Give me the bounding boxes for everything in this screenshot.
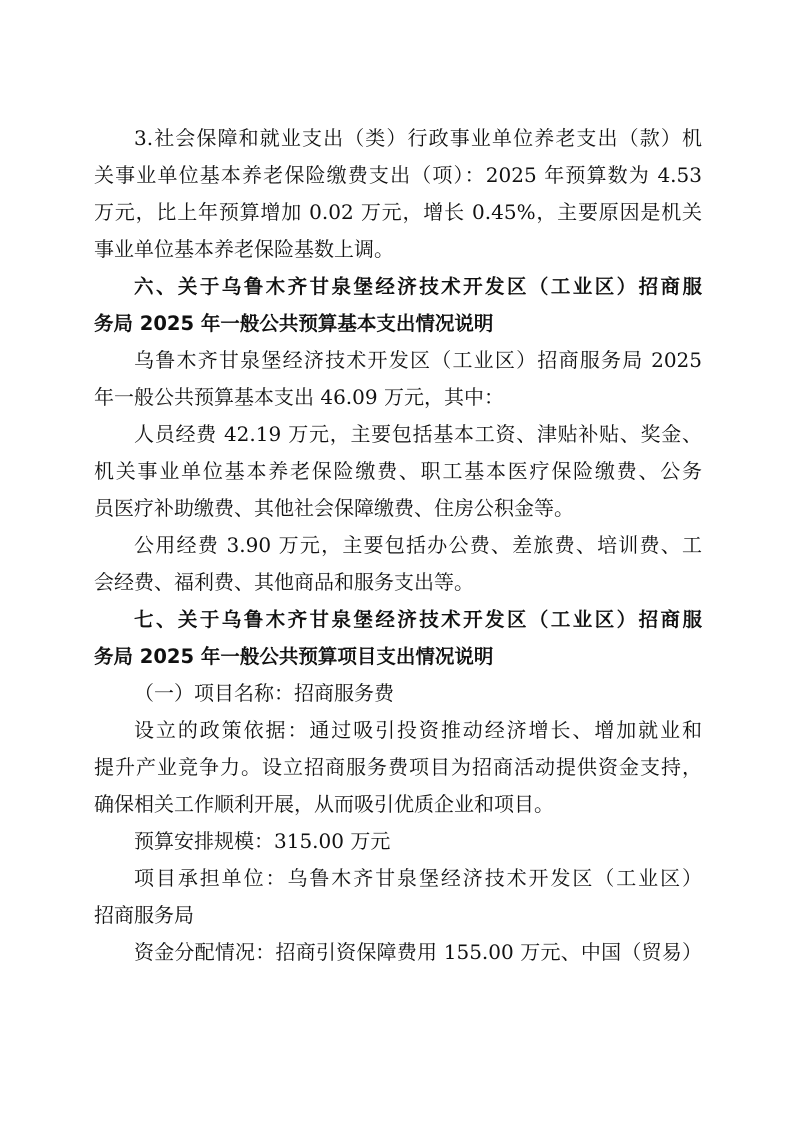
paragraph-line: 员医疗补助缴费、其他社会保障缴费、住房公积金等。: [94, 496, 574, 520]
paragraph-line: 公用经费 3.90 万元，主要包括办公费、差旅费、培训费、工: [134, 533, 702, 557]
section-heading-six: 六、关于乌鲁木齐甘泉堡经济技术开发区（工业区）招商服: [134, 275, 702, 298]
subsection-heading: （一）项目名称：招商服务费: [134, 681, 394, 705]
paragraph-line: 人员经费 42.19 万元，主要包括基本工资、津贴补贴、奖金、: [134, 422, 702, 446]
section-heading-seven: 七、关于乌鲁木齐甘泉堡经济技术开发区（工业区）招商服: [134, 608, 702, 631]
paragraph-line: 机关事业单位基本养老保险缴费、职工基本医疗保险缴费、公务: [94, 459, 702, 483]
section-heading-six-cont: 务局 2025 年一般公共预算基本支出情况说明: [94, 312, 494, 335]
paragraph-line: 万元，比上年预算增加 0.02 万元，增长 0.45%，主要原因是机关: [94, 200, 702, 224]
document-body: [94, 120, 702, 971]
paragraph-line: 招商服务局: [94, 903, 194, 927]
paragraph-line: 乌鲁木齐甘泉堡经济技术开发区（工业区）招商服务局 2025: [134, 348, 702, 372]
paragraph-line: 项目承担单位：乌鲁木齐甘泉堡经济技术开发区（工业区）: [134, 866, 702, 890]
paragraph-line: 提升产业竞争力。设立招商服务费项目为招商活动提供资金支持，: [94, 755, 702, 779]
paragraph-line: 事业单位基本养老保险基数上调。: [94, 237, 394, 261]
paragraph-line: 设立的政策依据：通过吸引投资推动经济增长、增加就业和: [134, 718, 702, 742]
section-heading-seven-cont: 务局 2025 年一般公共预算项目支出情况说明: [94, 645, 494, 668]
paragraph-line: 3.社会保障和就业支出（类）行政事业单位养老支出（款）机: [134, 126, 702, 150]
paragraph-line: 关事业单位基本养老保险缴费支出（项）：2025 年预算数为 4.53: [94, 163, 702, 187]
paragraph-line: 会经费、福利费、其他商品和服务支出等。: [94, 570, 474, 594]
paragraph-line: 年一般公共预算基本支出 46.09 万元，其中：: [94, 385, 504, 409]
paragraph-line: 资金分配情况：招商引资保障费用 155.00 万元、中国（贸易）: [134, 940, 702, 964]
paragraph-line: 确保相关工作顺利开展，从而吸引优质企业和项目。: [94, 792, 554, 816]
paragraph-line: 预算安排规模：315.00 万元: [134, 829, 391, 853]
